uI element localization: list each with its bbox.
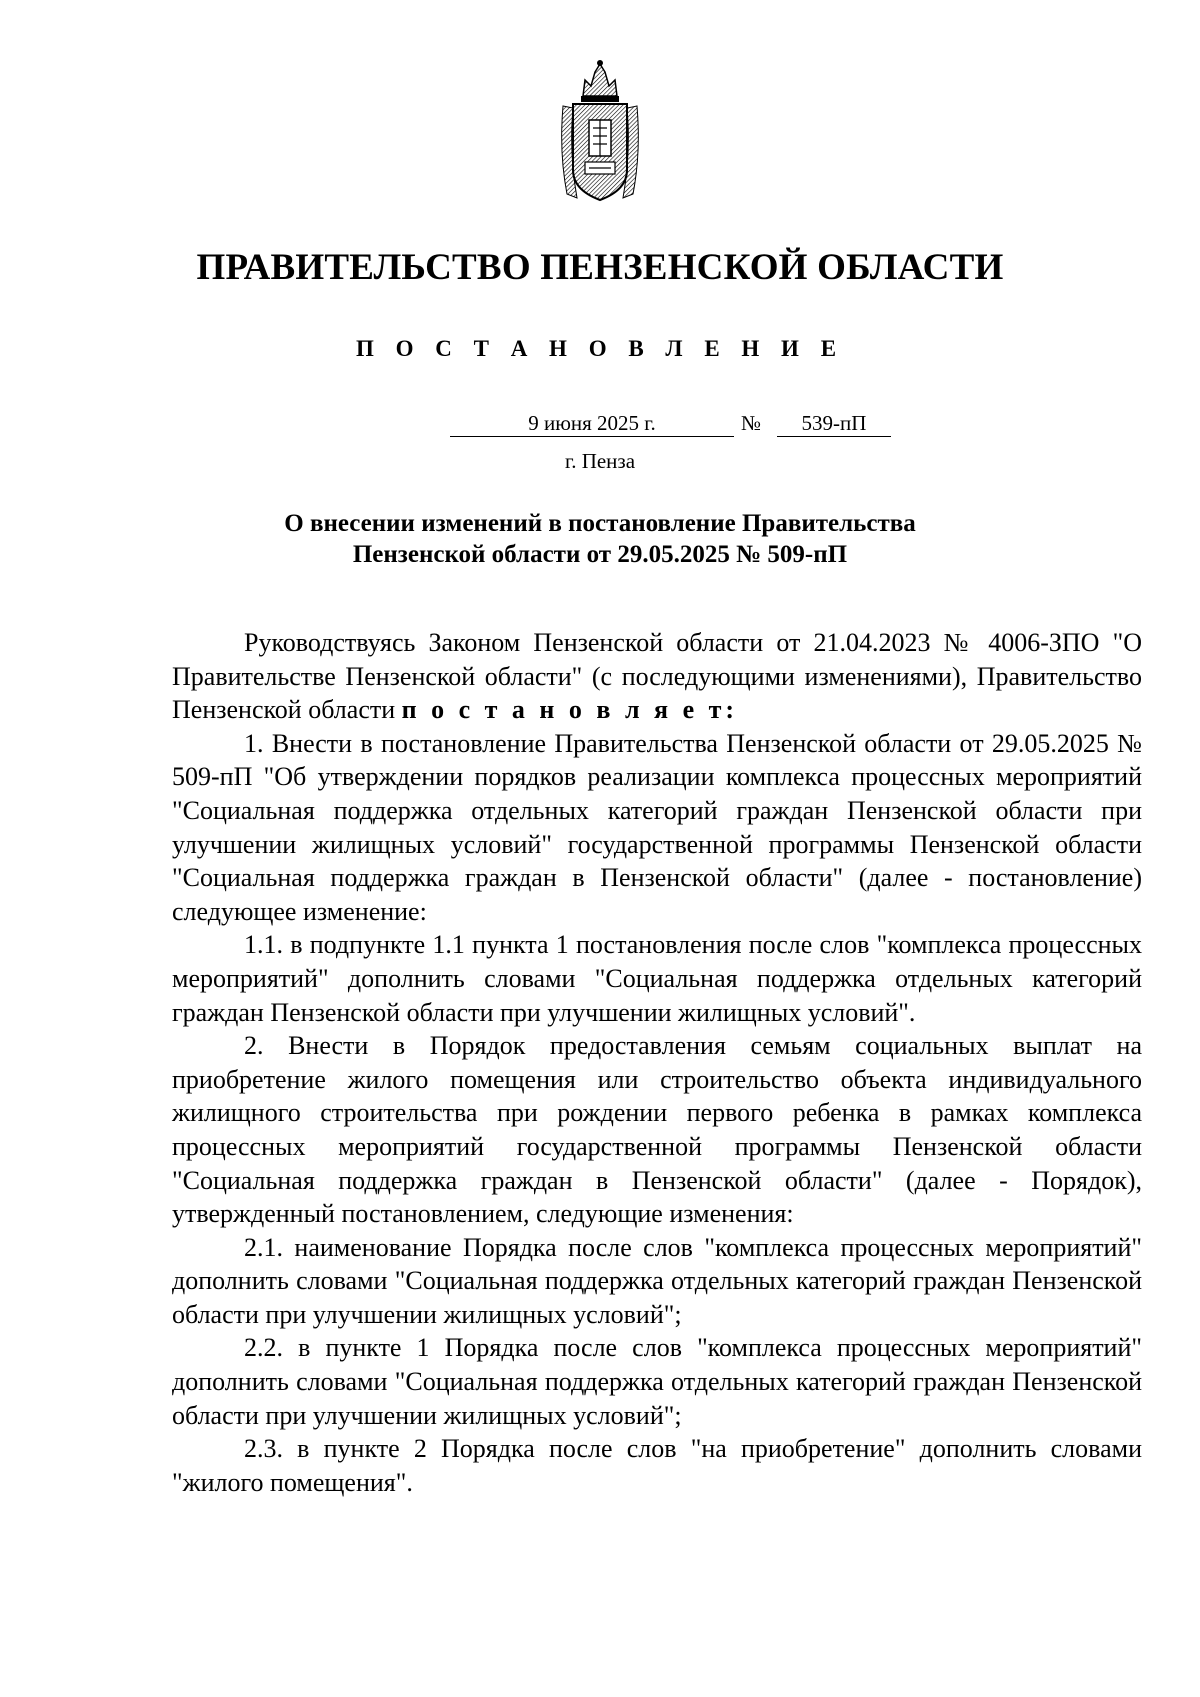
paragraph-2-1: 2.1. наименование Порядка после слов "комплекса процессных мероприятий" дополнить словами "Социальная поддержка отдельных категорий граждан Пензенской области при улучшении жилищных условий"; (172, 1232, 1142, 1329)
city: г. Пенза (564, 449, 636, 473)
paragraph-2-2: 2.2. в пункте 1 Порядка после слов "комплекса процессных мероприятий" дополнить словами "Социальная поддержка отдельных категорий граждан Пензенской области при улучшении жилищных условий"; (172, 1333, 1142, 1430)
subject-line-2: Пензенской области от 29.05.2025 № 509-пП (352, 541, 848, 568)
subject-line-1: О внесении изменений в постановление Правительства (284, 510, 916, 537)
paragraph-1: 1. Внести в постановление Правительства Пензенской области от 29.05.2025 № 509-пП "Об утверждении порядков реализации комплекса процессных мероприятий "Социальная поддержка отдельных категорий граждан Пензенской области при улучшении жилищных условий" государственной программы Пензенской области "Социальная поддержка граждан в Пензенской области" (далее - постановление) следующее изменение: (172, 728, 1142, 926)
document-number: 539-пП (777, 410, 891, 437)
document-type: П О С Т А Н О В Л Е Н И Е (355, 336, 845, 361)
decree-word: п о с т а н о в л я е т: (401, 695, 739, 725)
document-date: 9 июня 2025 г. (450, 410, 734, 437)
number-sign: № (741, 411, 762, 435)
date-number-line (0, 410, 1200, 440)
paragraph-2-3: 2.3. в пункте 2 Порядка после слов "на приобретение" дополнить словами "жилого помещения". (172, 1434, 1142, 1497)
paragraph-preamble (172, 626, 1142, 727)
preamble-text: Руководствуясь Законом Пензенской области от 21.04.2023 № 4006-ЗПО "О Правительстве Пензенской области" (с последующими изменениями), Правительство Пензенской области (172, 628, 1142, 725)
organization-title: ПРАВИТЕЛЬСТВО ПЕНЗЕНСКОЙ ОБЛАСТИ (196, 247, 1004, 288)
document-body (172, 626, 1142, 1499)
coat-of-arms-icon (555, 58, 645, 208)
paragraph-1-1: 1.1. в подпункте 1.1 пункта 1 постановления после слов "комплекса процессных мероприятий" дополнить словами "Социальная поддержка отдельных категорий граждан Пензенской области при улучшении жилищных условий". (172, 930, 1142, 1027)
paragraph-2: 2. Внести в Порядок предоставления семьям социальных выплат на приобретение жилого помещения или строительство объекта индивидуального жилищного строительства при рождении первого ребенка в рамках комплекса процессных мероприятий государственной программы Пензенской области "Социальная поддержка граждан в Пензенской области" (далее - Порядок), утвержденный постановлением, следующие изменения: (172, 1031, 1142, 1229)
document-subject (0, 508, 1200, 570)
